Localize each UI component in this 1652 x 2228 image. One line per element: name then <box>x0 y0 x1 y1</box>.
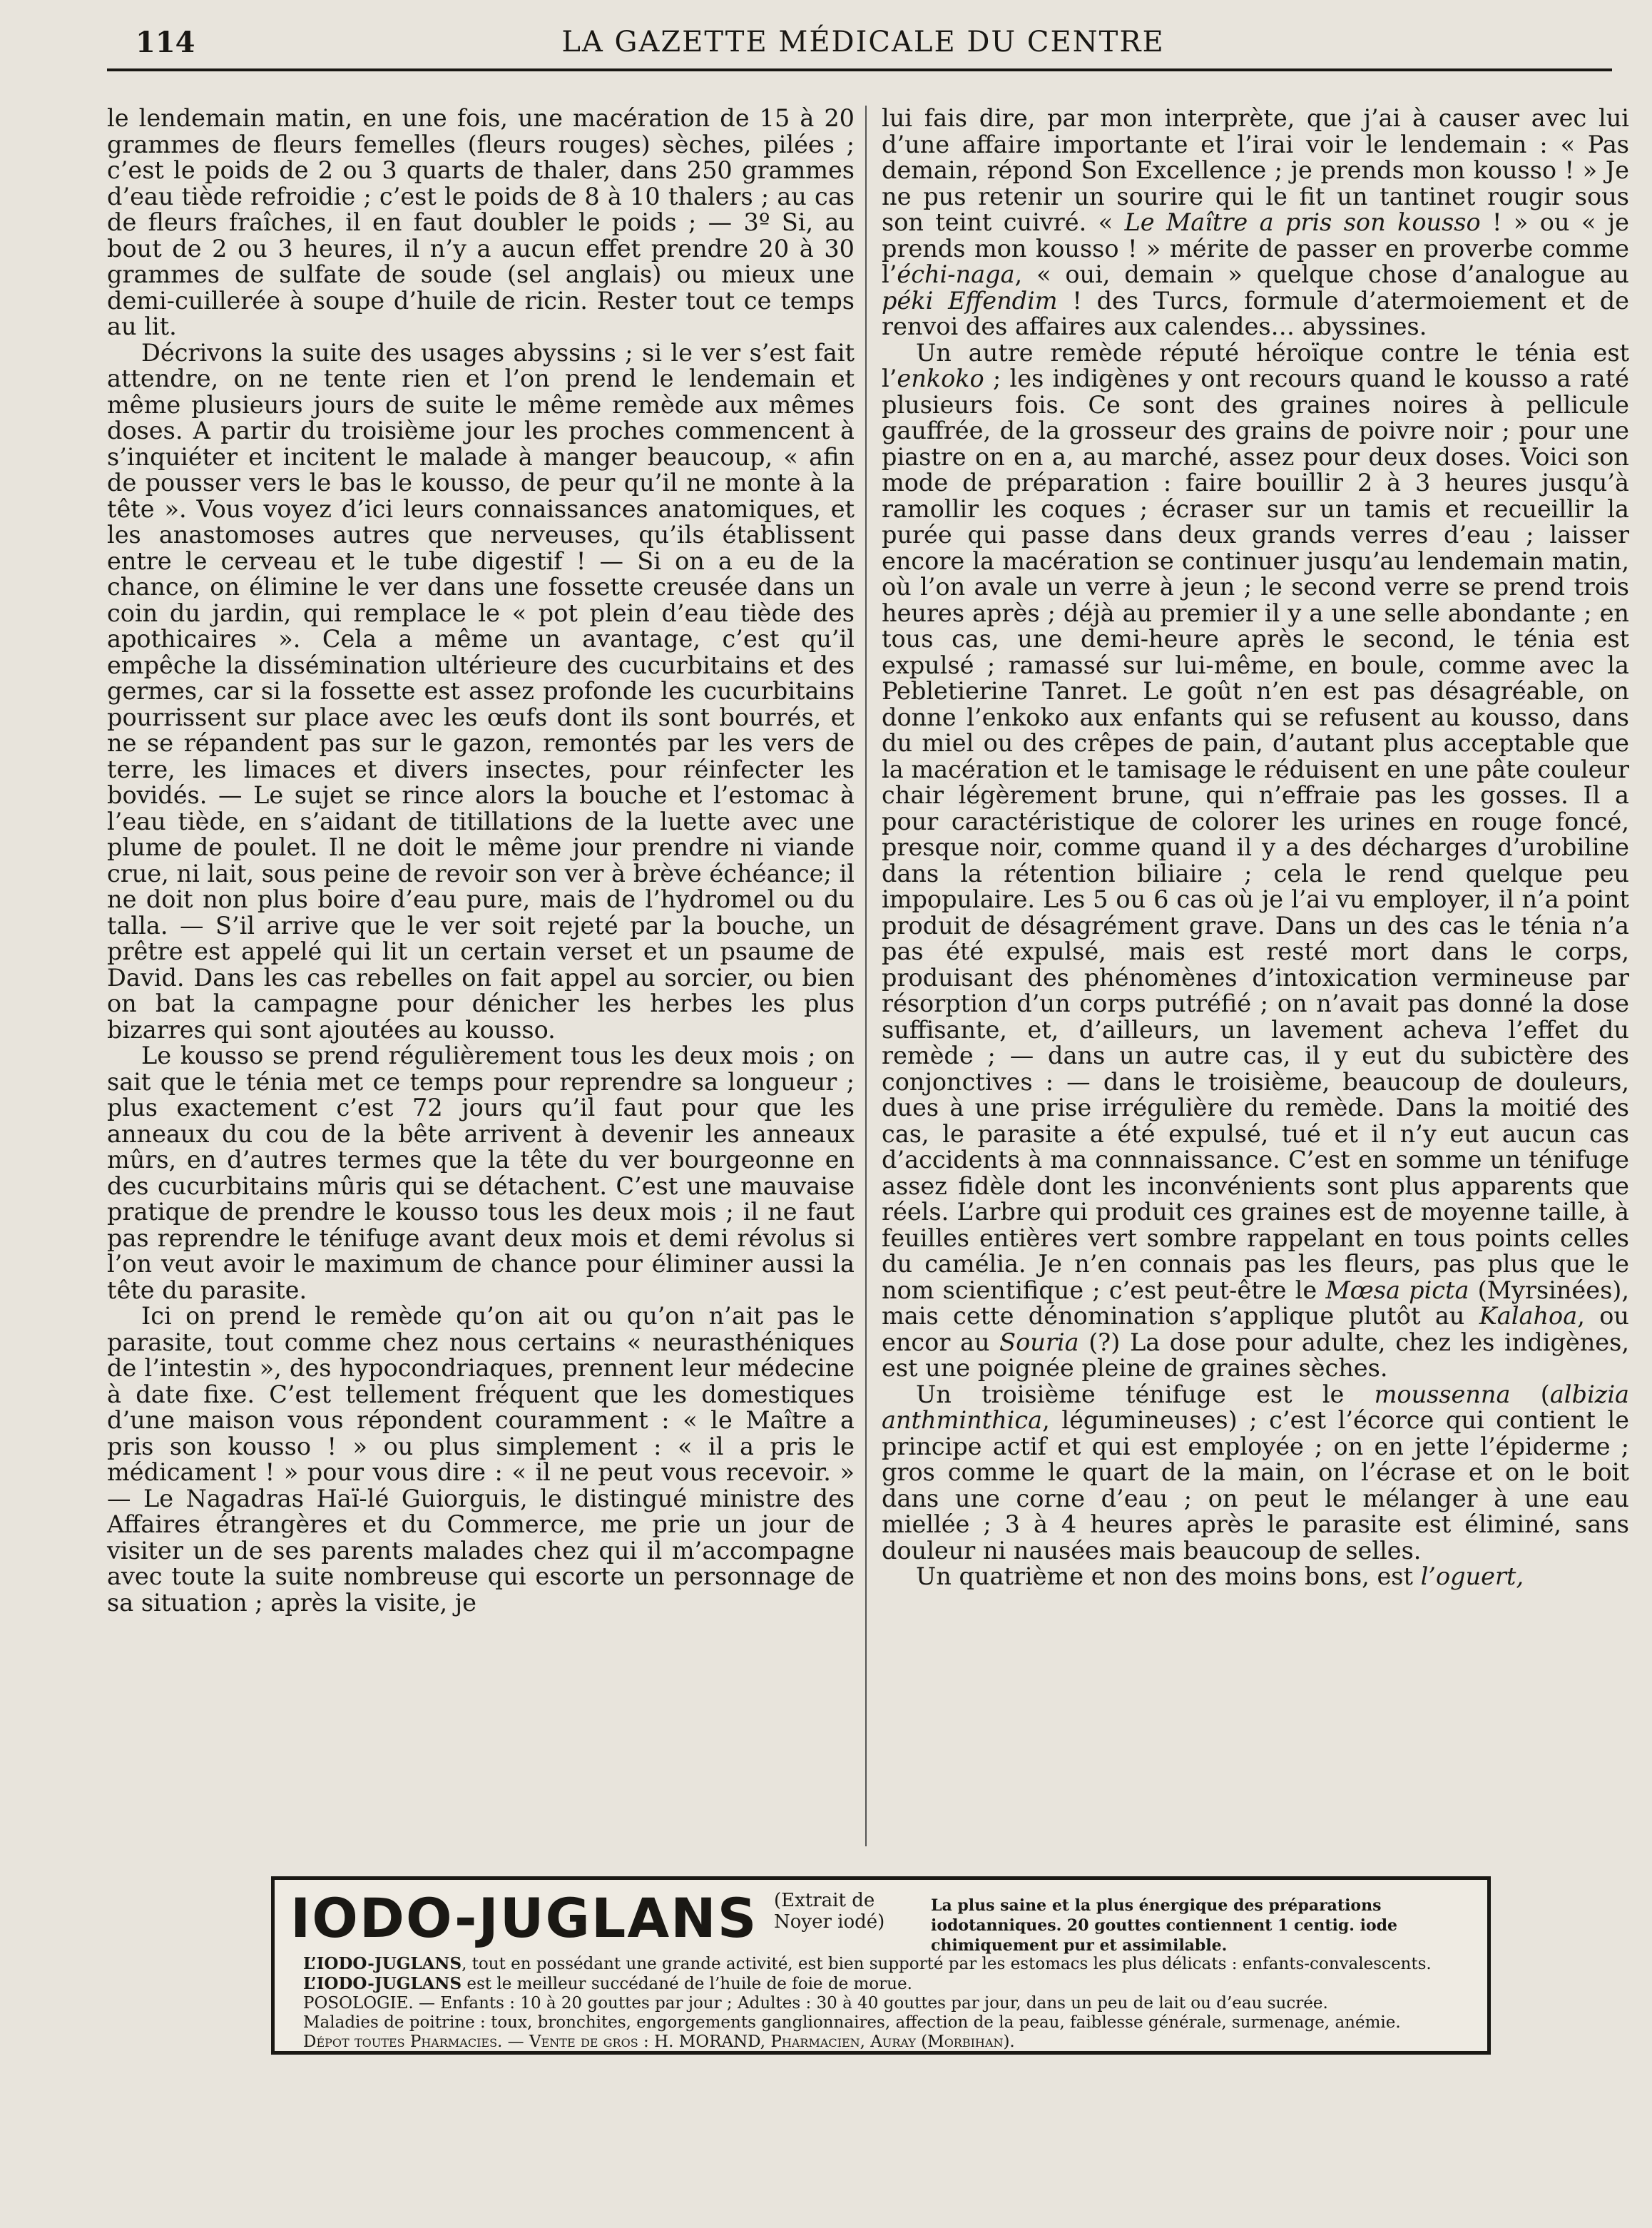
page-header <box>107 21 1619 64</box>
left-paragraph-1: le lendemain matin, en une fois, une macération de 15 à 20 grammes de fleurs femelles (fleurs rouges) sèches, pilées ; c’est le poids de 2 ou 3 quarts de thaler, dans 250 grammes d’eau tiède refroidie ; c’est le poids de 8 à 10 thalers ; au cas de fleurs fraîches, il en faut doubler le poids ; — 3º Si, au bout de 2 ou 3 heures, il n’y a aucun effet prendre 20 à 30 grammes de sulfate de soude (sel anglais) ou mieux une demi-cuillerée à soupe d’huile de ricin. Rester tout ce temps au lit. <box>107 104 855 340</box>
right-paragraph-4: Un quatrième et non des moins bons, est l’oguert, <box>916 1562 1524 1590</box>
ad-line-3: POSOLOGIE. — Enfants : 10 à 20 gouttes par jour ; Adultes : 30 à 40 gouttes par jour, dans un peu de lait ou d’eau sucrée. <box>303 1994 1328 2013</box>
ad-line-2: L’IODO-JUGLANS est le meilleur succédané de l’huile de foie de morue. <box>303 1974 912 1993</box>
ad-line-5: Dépot toutes Pharmacies. — Vente de gros : H. MORAND, Pharmacien, Auray (Morbihan). <box>303 2033 1015 2051</box>
column-divider <box>865 106 867 1846</box>
advertisement-box <box>271 1876 1491 2055</box>
left-paragraph-2: Décrivons la suite des usages abyssins ; si le ver s’est fait attendre, on ne tente rien et l’on prend le lendemain et même plusieurs jours de suite le même remède aux mêmes doses. A partir du troisième jour les proches commencent à s’inquiéter et incitent le malade à manger beaucoup, « afin de pousser vers le bas le kousso, de peur qu’il ne monte à la tête ». Vous voyez d’ici leurs connaissances anatomiques, et les anastomoses autres que nerveuses, qu’ils établissent entre le cerveau et le tube digestif ! — Si on a eu de la chance, on élimine le ver dans une fossette creusée dans un coin du jardin, qui remplace le « pot plein d’eau tiède des apothicaires ». Cela a même un avantage, c’est qu’il empêche la dissémination ultérieure des cucurbitains et des germes, car si la fossette est assez profonde les cucurbitains pourrissent sur place avec les œufs dont ils sont bourrés, et ne se répandent pas sur le gazon, remontés par les vers de terre, les limaces et divers insectes, pour réinfecter les bovidés. — Le sujet se rince alors la bouche et l’estomac à l’eau tiède, en s’aidant de titillations de la luette avec une plume de poulet. Il ne doit le même jour prendre ni viande crue, ni lait, sous peine de revoir son ver à brève échéance; il ne doit non plus boire d’eau pure, mais de l’hydromel ou du talla. — S’il arrive que le ver soit rejeté par la bouche, un prêtre est appelé qui lit un certain verset et un psaume de David. Dans les cas rebelles on fait appel au sorcier, ou bien on bat la campagne pour dénicher les herbes les plus bizarres qui sont ajoutées au kousso. <box>107 338 855 1044</box>
journal-title: LA GAZETTE MÉDICALE DU CENTRE <box>561 26 1165 59</box>
right-column <box>882 106 1629 1846</box>
page-number: 114 <box>136 26 195 59</box>
ad-subtitle: (Extrait de Noyer iodé) <box>774 1890 885 1933</box>
ad-line-1: L’IODO-JUGLANS, tout en possédant une grande activité, est bien supporté par les estomacs les plus délicats : enfants-convalescents. <box>303 1954 1432 1973</box>
right-paragraph-3: Un troisième ténifuge est le moussenna (albizia anthminthica, légumineuses) ; c’est l’écorce qui contient le principe actif et qui est employée ; on en jette l’épiderme ; gros comme le quart de la main, on l’écrase et on le boit dans une corne d’eau ; on peut le mélanger à une eau miellée ; 3 à 4 heures après le parasite est éliminé, sans douleur ni nausées mais beaucoup de selles. <box>882 1380 1630 1565</box>
ad-brand: IODO-JUGLANS <box>290 1886 758 1950</box>
header-rule <box>107 68 1612 71</box>
right-paragraph-2: Un autre remède réputé héroïque contre le ténia est l’enkoko ; les indigènes y ont recours quand le kousso a raté plusieurs fois. Ce sont des graines noires à pellicule gauffrée, de la grosseur des grains de poivre noir ; pour une piastre on en a, au marché, assez pour deux doses. Voici son mode de préparation : faire bouillir 2 à 3 heures jusqu’à ramollir les coques ; écraser sur un tamis et recueillir la purée qui passe dans deux grands verres d’eau ; laisser encore la macération se continuer jusqu’au lendemain matin, où l’on avale un verre à jeun ; le second verre se prend trois heures après ; déjà au premier il y a une selle abondante ; en tous cas, une demi-heure après le second, le ténia est expulsé ; ramassé sur lui-même, en boule, comme avec la Pebletierine Tanret. Le goût n’en est pas désagréable, on donne l’enkoko aux enfants qui se refusent au kousso, dans du miel ou des crêpes de pain, d’autant plus acceptable que la macération et le tamisage le réduisent en une pâte couleur chair légèrement brune, qui n’effraie pas les gosses. Il a pour caractéristique de colorer les urines en rouge foncé, presque noir, comme quand il y a des décharges d’urobiline dans la rétention biliaire ; cela le rend quelque peu impopulaire. Les 5 ou 6 cas où je l’ai vu employer, il n’a point produit de désagrément grave. Dans un des cas le ténia n’a pas été expulsé, mais est resté mort dans le corps, produisant des phénomènes d’intoxication vermineuse par résorption d’un corps putréfié ; on n’avait pas donné la dose suffisante, et, d’ailleurs, un lavement acheva l’effet du remède ; — dans un autre cas, il y eut du subictère des conjonctives : — dans le troisième, beaucoup de douleurs, dues à une prise irrégulière du remède. Dans la moitié des cas, le parasite a été expulsé, tué et il n’y eut aucun cas d’accidents à ma connnaissance. C’est en somme un ténifuge assez fidèle dont les inconvénients sont plus apparents que réels. L’arbre qui produit ces graines est de moyenne taille, à feuilles entières vert sombre rappelant en tous points celles du camélia. Je n’en connais pas les fleurs, pas plus que le nom scientifique ; c’est peut-être le Mœsa picta (Myrsinées), mais cette dénomination s’applique plutôt au Kalahoa, ou encor au Souria (?) La dose pour adulte, chez les indigènes, est une poignée pleine de graines sèches. <box>882 338 1629 1382</box>
right-paragraph-1: lui fais dire, par mon interprète, que j’ai à causer avec lui d’une affaire importante et l’irai voir le lendemain : « Pas demain, répond Son Excellence ; je prends mon kousso ! » Je ne pus retenir un sourire qui le fit un tantinet rougir sous son teint cuivré. « Le Maître a pris son kousso ! » ou « je prends mon kousso ! » mérite de passer en proverbe comme l’échi-naga, « oui, demain » quelque chose d’analogue au péki Effendim ! des Turcs, formule d’atermoiement et de renvoi des affaires aux calendes… abyssines. <box>882 104 1629 340</box>
left-paragraph-4: Ici on prend le remède qu’on ait ou qu’on n’ait pas le parasite, tout comme chez nous certains « neurasthéniques de l’intestin », des hypocondriaques, prennent leur médecine à date fixe. C’est tellement fréquent que les domestiques d’une maison vous répondent couramment : « le Maître a pris son kousso ! » ou plus simplement : « il a pris le médicament ! » pour vous dire : « il ne peut vous recevoir. » — Le Nagadras Haï-lé Guiorguis, le distingué ministre des Affaires étrangères et du Commerce, me prie un jour de visiter un de ses parents malades chez qui il m’accompagne avec toute la suite nombreuse qui escorte un personnage de sa situation ; après la visite, je <box>107 1302 855 1617</box>
ad-line-4: Maladies de poitrine : toux, bronchites, engorgements ganglionnaires, affection de la peau, faiblesse générale, surmenage, anémie. <box>303 2013 1401 2032</box>
ad-tagline: La plus saine et la plus énergique des préparations iodotanniques. 20 gouttes contiennent 1 centig. iode chimiquement pur et assimilable. <box>931 1896 1397 1955</box>
ad-body <box>303 1954 1473 2052</box>
left-column <box>107 106 855 1846</box>
left-paragraph-3: Le kousso se prend régulièrement tous les deux mois ; on sait que le ténia met ce temps pour reprendre sa longueur ; plus exactement c’est 72 jours qu’il faut pour que les anneaux du cou de la bête arrivent à devenir les anneaux mûrs, en d’autres termes que la tête du ver bourgeonne en des cucurbitains mûris qui se détachent. C’est une mauvaise pratique de prendre le kousso tous les deux mois ; il ne faut pas reprendre le ténifuge avant deux mois et demi révolus si l’on veut avoir le maximum de chance pour éliminer aussi la tête du parasite. <box>107 1042 855 1304</box>
